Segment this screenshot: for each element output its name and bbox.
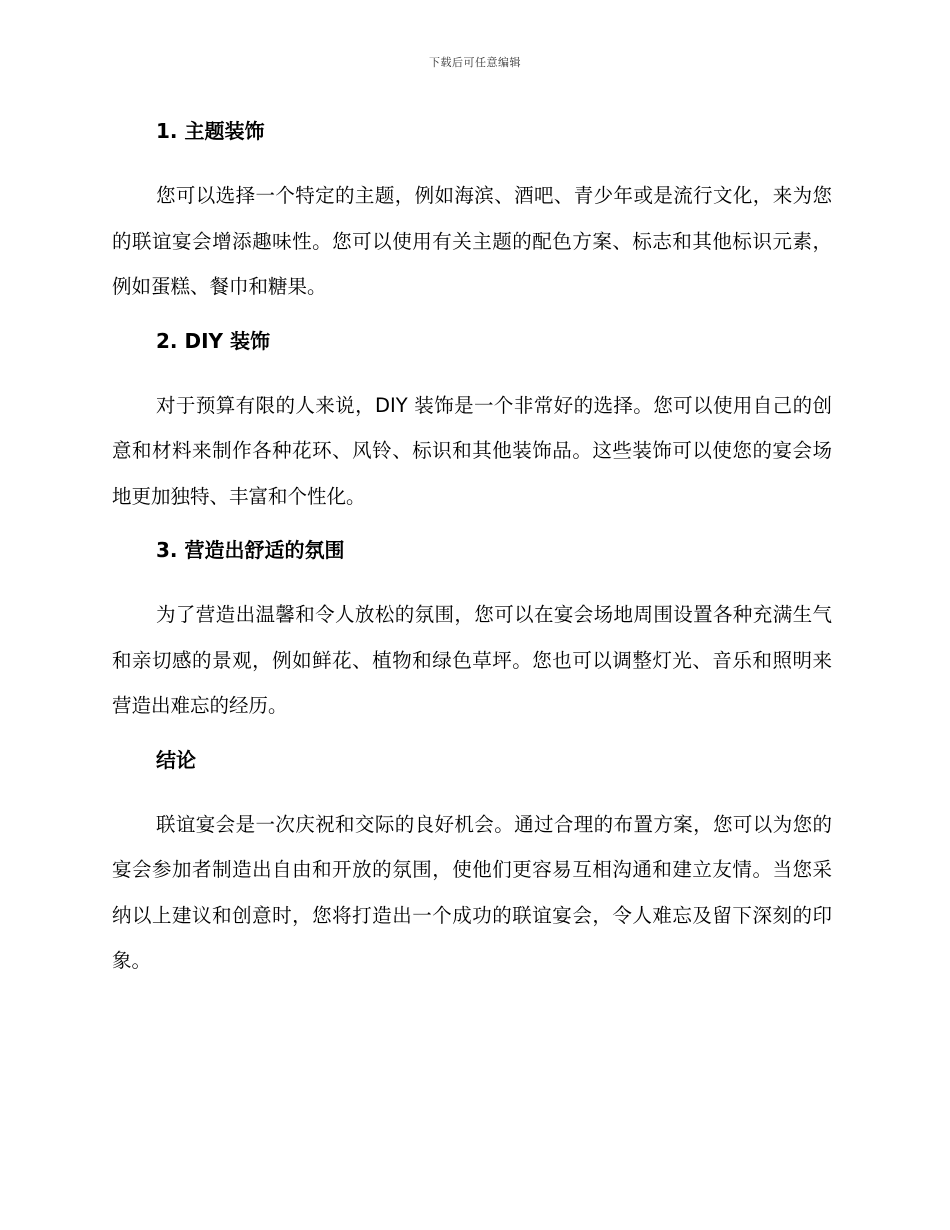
section-heading-conclusion: 结论 (156, 747, 196, 772)
section-heading-diy-decoration: 2. DIY 装饰 (156, 328, 270, 353)
section-heading-theme-decoration: 1. 主题装饰 (156, 119, 265, 143)
section-heading-atmosphere: 3. 营造出舒适的氛围 (156, 538, 345, 562)
section-paragraph-theme-decoration: 您可以选择一个特定的主题，例如海滨、酒吧、青少年或是流行文化，来为您的联谊宴会增添趣味性。您可以使用有关主题的配色方案、标志和其他标识元素，例如蛋糕、餐巾和糖果。 (112, 184, 832, 298)
section-paragraph-conclusion: 联谊宴会是一次庆祝和交际的良好机会。通过合理的布置方案，您可以为您的宴会参加者制造出自由和开放的氛围，使他们更容易互相沟通和建立友情。当您采纳以上建议和创意时，您将打造出一个成功的联谊宴会，令人难忘及留下深刻的印象。 (112, 812, 832, 972)
header-note: 下载后可任意编辑 (429, 56, 521, 69)
section-paragraph-atmosphere: 为了营造出温馨和令人放松的氛围，您可以在宴会场地周围设置各种充满生气和亲切感的景观，例如鲜花、植物和绿色草坪。您也可以调整灯光、音乐和照明来营造出难忘的经历。 (112, 603, 832, 717)
section-paragraph-diy-decoration: 对于预算有限的人来说，DIY 装饰是一个非常好的选择。您可以使用自己的创意和材料来制作各种花环、风铃、标识和其他装饰品。这些装饰可以使您的宴会场地更加独特、丰富和个性化。 (112, 393, 832, 508)
document-body (112, 112, 832, 998)
